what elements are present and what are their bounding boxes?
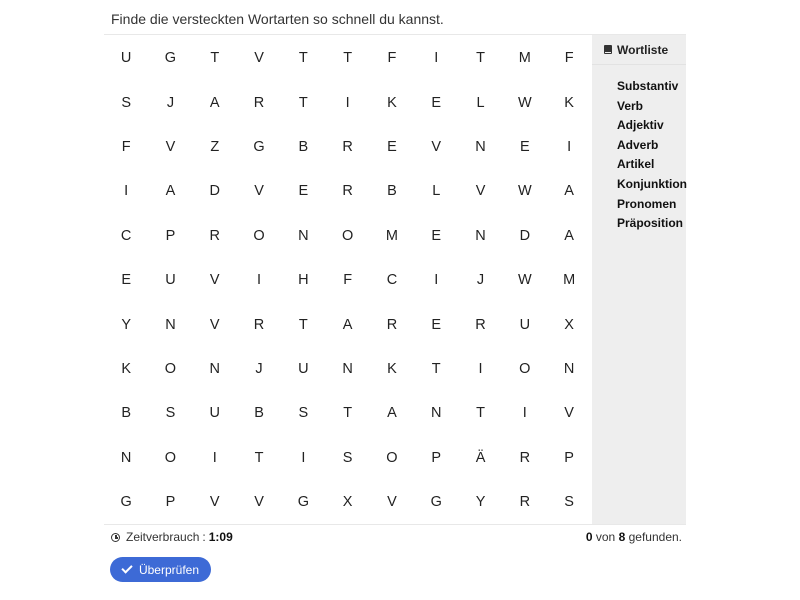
grid-cell[interactable]: C xyxy=(386,272,398,289)
grid-cell[interactable]: H xyxy=(298,272,309,289)
grid-cell[interactable]: Z xyxy=(210,138,220,155)
grid-cell[interactable]: R xyxy=(342,138,353,155)
progress-counter xyxy=(586,530,682,544)
grid-cell[interactable]: E xyxy=(431,227,442,244)
grid-cell[interactable]: I xyxy=(301,449,306,466)
grid-cell[interactable]: W xyxy=(517,183,532,200)
grid-cell[interactable]: N xyxy=(298,227,309,244)
timer-value: 1:09 xyxy=(208,530,233,544)
progress-of-text: von xyxy=(595,530,616,544)
instruction-text: Finde die versteckten Wortarten so schnell du kannst. xyxy=(111,11,444,27)
word-list-item: Präposition xyxy=(617,216,684,231)
grid-cell[interactable]: I xyxy=(212,449,217,466)
grid-cell[interactable]: V xyxy=(209,272,220,289)
grid-cell[interactable]: M xyxy=(563,272,576,289)
grid-cell[interactable]: I xyxy=(434,50,439,67)
grid-cell[interactable]: V xyxy=(431,138,442,155)
clock-icon xyxy=(111,533,120,542)
grid-cell[interactable]: W xyxy=(517,94,532,111)
grid-cell[interactable]: J xyxy=(476,272,485,289)
grid-cell[interactable]: V xyxy=(475,183,486,200)
grid-cell[interactable]: N xyxy=(209,360,220,377)
grid-cell[interactable]: X xyxy=(564,316,574,333)
grid-cell[interactable]: O xyxy=(164,360,177,377)
total-count: 8 xyxy=(618,530,626,544)
grid-cell[interactable]: U xyxy=(120,50,132,67)
grid-cell[interactable]: Ä xyxy=(475,449,486,466)
grid-cell[interactable]: R xyxy=(253,94,265,111)
word-list-item: Adverb xyxy=(617,137,659,152)
word-list-title: Wortliste xyxy=(617,42,669,57)
grid-cell[interactable]: P xyxy=(165,494,176,511)
grid-cell[interactable]: T xyxy=(343,405,353,422)
grid-cell[interactable]: D xyxy=(209,183,220,200)
grid-cell[interactable]: T xyxy=(298,316,308,333)
grid-cell[interactable]: R xyxy=(519,494,531,511)
grid-cell[interactable]: S xyxy=(121,94,131,111)
grid-cell[interactable]: N xyxy=(120,449,132,466)
grid-cell[interactable]: V xyxy=(254,50,264,67)
book-icon xyxy=(604,45,612,54)
grid-cell[interactable]: T xyxy=(298,50,308,67)
grid-cell[interactable]: E xyxy=(121,272,131,289)
grid-cell[interactable]: G xyxy=(164,50,177,67)
word-list-item: Pronomen xyxy=(617,196,677,211)
grid-cell[interactable]: I xyxy=(567,138,572,155)
grid-cell[interactable]: N xyxy=(165,316,176,333)
grid-cell[interactable]: L xyxy=(476,94,485,111)
grid-cell[interactable]: V xyxy=(209,494,220,511)
grid-cell[interactable]: N xyxy=(475,227,486,244)
grid-cell[interactable]: W xyxy=(517,272,532,289)
check-button-label: Überprüfen xyxy=(138,562,200,577)
check-icon xyxy=(121,562,132,573)
grid-cell[interactable]: R xyxy=(342,183,353,200)
word-list-item: Verb xyxy=(617,98,644,113)
grid-cell[interactable]: V xyxy=(254,494,264,511)
grid-cell[interactable]: J xyxy=(255,360,263,377)
grid-cell[interactable]: C xyxy=(120,227,132,244)
grid-cell[interactable]: G xyxy=(120,494,132,511)
grid-cell[interactable]: U xyxy=(298,360,309,377)
grid-cell[interactable]: R xyxy=(475,316,486,333)
grid-cell[interactable]: R xyxy=(519,449,531,466)
grid-cell[interactable]: F xyxy=(343,272,353,289)
grid-cell[interactable]: O xyxy=(164,449,177,466)
grid-cell[interactable]: U xyxy=(165,272,176,289)
grid-cell[interactable]: B xyxy=(121,405,131,422)
grid-cell[interactable]: A xyxy=(209,94,220,111)
timer-separator: : xyxy=(202,530,206,544)
grid-cell[interactable]: B xyxy=(387,183,397,200)
grid-cell[interactable]: A xyxy=(342,316,353,333)
grid-cell[interactable]: T xyxy=(476,50,485,67)
check-button[interactable] xyxy=(110,557,211,582)
timer xyxy=(111,530,233,544)
timer-label: Zeitverbrauch xyxy=(126,530,200,544)
word-list-panel xyxy=(592,35,686,524)
grid-cell[interactable]: F xyxy=(121,138,131,155)
grid-cell[interactable]: O xyxy=(386,449,398,466)
found-count: 0 xyxy=(585,530,593,544)
grid-cell[interactable]: A xyxy=(387,405,397,422)
grid-cell[interactable]: A xyxy=(564,227,574,244)
grid-cell[interactable]: P xyxy=(431,449,442,466)
grid-cell[interactable]: D xyxy=(519,227,531,244)
grid-cell[interactable]: O xyxy=(519,360,531,377)
grid-cell[interactable]: E xyxy=(387,138,397,155)
grid-cell[interactable]: N xyxy=(475,138,486,155)
grid-cell[interactable]: R xyxy=(209,227,220,244)
grid-cell[interactable]: V xyxy=(387,494,397,511)
grid-cell[interactable]: E xyxy=(298,183,309,200)
grid-cell[interactable]: F xyxy=(387,50,397,67)
grid-cell[interactable]: U xyxy=(209,405,220,422)
grid-cell[interactable]: X xyxy=(342,494,353,511)
grid-cell[interactable]: S xyxy=(342,449,353,466)
word-list xyxy=(592,65,686,234)
grid-cell[interactable]: G xyxy=(430,494,442,511)
grid-cell[interactable]: S xyxy=(165,405,176,422)
grid-cell[interactable]: I xyxy=(124,183,129,200)
word-list-item: Artikel xyxy=(617,157,655,172)
grid-cell[interactable]: E xyxy=(431,94,442,111)
grid-cell[interactable]: K xyxy=(121,360,131,377)
letter-grid xyxy=(104,35,592,524)
grid-cell[interactable]: M xyxy=(518,50,531,67)
word-list-item: Adjektiv xyxy=(617,118,664,133)
grid-cell[interactable]: Y xyxy=(475,494,486,511)
grid-cell[interactable]: A xyxy=(564,183,574,200)
word-list-item: Substantiv xyxy=(617,79,679,93)
grid-cell[interactable]: G xyxy=(297,494,309,511)
grid-cell[interactable]: K xyxy=(387,360,397,377)
grid-cell[interactable]: I xyxy=(257,272,262,289)
grid-cell[interactable]: S xyxy=(298,405,309,422)
grid-cell[interactable]: V xyxy=(564,405,574,422)
grid-cell[interactable]: Y xyxy=(121,316,131,333)
grid-cell[interactable]: V xyxy=(209,316,220,333)
grid-cell[interactable]: T xyxy=(343,50,353,67)
grid-cell[interactable]: K xyxy=(564,94,574,111)
grid-cell[interactable]: K xyxy=(387,94,397,111)
grid-cell[interactable]: R xyxy=(253,316,265,333)
grid-cell[interactable]: I xyxy=(345,94,350,111)
grid-cell[interactable]: L xyxy=(432,183,441,200)
grid-cell[interactable]: I xyxy=(478,360,483,377)
grid-cell[interactable]: P xyxy=(564,449,574,466)
grid-cell[interactable]: A xyxy=(165,183,176,200)
grid-cell[interactable]: T xyxy=(210,50,220,67)
grid-cell[interactable]: B xyxy=(298,138,309,155)
word-list-item: Konjunktion xyxy=(617,176,687,191)
grid-cell[interactable]: O xyxy=(253,227,265,244)
grid-cell[interactable]: M xyxy=(385,227,398,244)
grid-cell[interactable]: O xyxy=(341,227,354,244)
grid-cell[interactable]: G xyxy=(253,138,265,155)
grid-cell[interactable]: F xyxy=(564,50,574,67)
grid-cell[interactable]: E xyxy=(519,138,530,155)
grid-cell[interactable]: T xyxy=(476,405,485,422)
grid-cell[interactable]: B xyxy=(254,405,264,422)
grid-cell[interactable]: T xyxy=(254,449,264,466)
grid-cell[interactable]: N xyxy=(563,360,575,377)
grid-cell[interactable]: V xyxy=(165,138,176,155)
grid-cell[interactable]: P xyxy=(165,227,176,244)
word-list-header xyxy=(592,35,686,65)
grid-cell[interactable]: N xyxy=(342,360,353,377)
grid-cell[interactable]: T xyxy=(431,360,441,377)
grid-cell[interactable]: I xyxy=(434,272,439,289)
grid-cell[interactable]: N xyxy=(430,405,442,422)
grid-cell[interactable]: S xyxy=(564,494,574,511)
grid-cell[interactable]: U xyxy=(519,316,531,333)
grid-cell[interactable]: I xyxy=(522,405,527,422)
grid-cell[interactable]: E xyxy=(431,316,442,333)
grid-cell[interactable]: R xyxy=(386,316,398,333)
word-search-puzzle xyxy=(104,34,686,525)
grid-cell[interactable]: V xyxy=(254,183,264,200)
progress-suffix: gefunden. xyxy=(628,530,682,544)
grid-cell[interactable]: J xyxy=(166,94,175,111)
grid-cell[interactable]: T xyxy=(298,94,308,111)
